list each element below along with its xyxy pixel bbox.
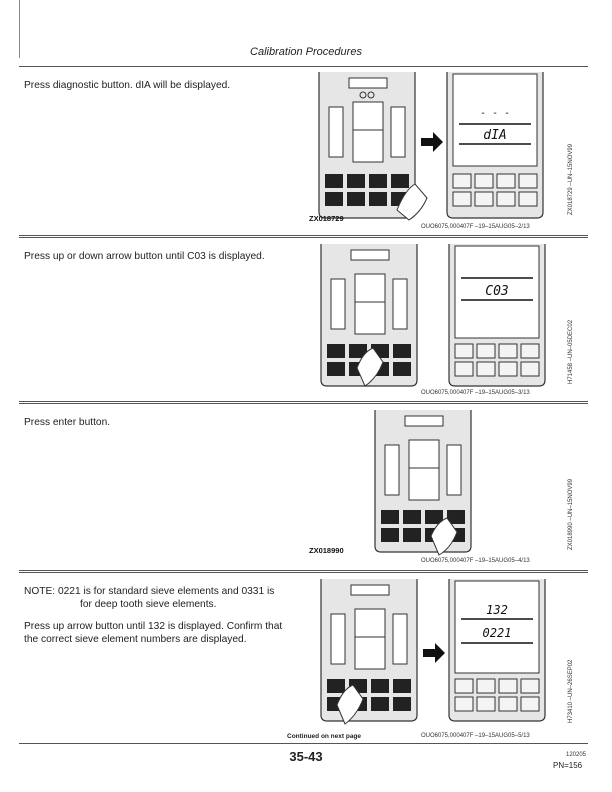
image-id: ZX018729 xyxy=(309,214,344,223)
control-panel-right xyxy=(447,72,543,218)
display-main-readout: 0221 xyxy=(482,626,512,640)
step-4-text-line-1: Press up arrow button until 132 is displayed. Confirm that xyxy=(24,621,283,632)
reference-code: OUO6075,000407F –19–15AUG05–2/13 xyxy=(421,224,530,230)
step-block-4 xyxy=(19,572,588,744)
side-code: ZX018729 –UN–15NOV99 xyxy=(568,143,574,215)
image-id: ZX018990 xyxy=(309,546,344,555)
side-code: H71458 –UN–05DEC02 xyxy=(568,319,574,384)
display-main-readout: dIA xyxy=(483,128,507,143)
display-main-readout: C03 xyxy=(485,284,509,299)
step-2-text: Press up or down arrow button until C03 is displayed. xyxy=(24,251,265,262)
note-line-1: NOTE: 0221 is for standard sieve elements and 0331 is xyxy=(24,586,275,597)
step-4-text-line-2: the correct sieve element numbers are displayed. xyxy=(24,634,247,645)
step-2-illustration xyxy=(317,244,553,389)
step-block-1 xyxy=(19,66,588,236)
side-code: H73410 –UN–26SEP02 xyxy=(568,659,574,723)
step-block-2 xyxy=(19,237,588,402)
control-panel-right xyxy=(449,244,545,386)
side-code: ZX018990 –UN–15NOV99 xyxy=(568,478,574,550)
step-3-text: Press enter button. xyxy=(24,417,111,428)
reference-code: OUO6075,000407F –19–15AUG05–4/13 xyxy=(421,558,530,564)
footer-small-code: 120205 xyxy=(566,752,587,758)
step-1-illustration xyxy=(309,72,549,222)
reference-code: OUO6075,000407F –19–15AUG05–5/13 xyxy=(421,733,530,739)
footer-pn: PN=156 xyxy=(553,761,583,770)
control-panel-right xyxy=(449,579,545,721)
right-arrow-icon xyxy=(421,132,443,152)
step-4-illustration xyxy=(317,579,553,724)
note-line-2: for deep tooth sieve elements. xyxy=(80,599,217,610)
right-arrow-icon xyxy=(423,643,445,663)
reference-code: OUO6075,000407F –19–15AUG05–3/13 xyxy=(421,390,530,396)
section-header: Calibration Procedures xyxy=(250,46,362,58)
step-block-3 xyxy=(19,403,588,571)
step-1-text: Press diagnostic button. dIA will be displayed. xyxy=(24,80,231,91)
page-number: 35-43 xyxy=(289,749,323,764)
control-panel-left xyxy=(321,579,417,721)
control-panel-left xyxy=(319,72,415,218)
continued-note: Continued on next page xyxy=(287,733,362,740)
display-top-readout: - - - xyxy=(479,108,511,119)
step-3-illustration xyxy=(371,410,477,555)
display-top-readout: 132 xyxy=(486,603,508,617)
